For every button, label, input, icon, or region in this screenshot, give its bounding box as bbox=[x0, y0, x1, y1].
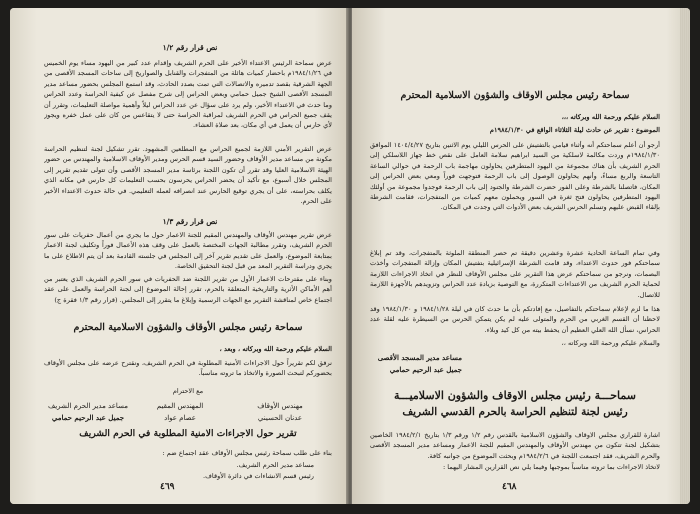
heading-big-1: سماحـــة رئيس مجلس الاوقاف والشؤون الاسلاميـــة bbox=[394, 389, 636, 402]
page-edges bbox=[680, 8, 690, 504]
decision-3-text: عرض تقرير مهندس الأوقاف والمهندس المقيم للجنة الاعمار حول ما يجري من أعمال حفريات على سور الحرم الشريف، وتقرر مطالبة الجهات المختصة بالعمل على وقف هذه الأعمال فوراً وتكليف لجنة الاعمار بمتابعة الموضوع، والعمل على تقديم تقرير آخر إلى المجلس في جلسته القادمة بعد أن يتم الاطلاع على ما يجري ودراسة التقرير المعد من قبل لجنة التحقيق الخاصة. bbox=[44, 231, 332, 271]
decision-2-text-b: عرض التقرير الأمني اللازمة لجميع الحراس مع المطلعين المشهود. تقرر تشكيل لجنة لتنظيم الحراسة مكونة من مساعد مدير الأوقاف وحضور السيد قسم الحرس ومدير الأوقاف الاسلامية والمهندس من حضور الهيئة الاسلامية العليا وقد تقرر أن تكون اللجنة برئاسة مدير المسجد الأقصى وأن تتولى تقديم تقرير إلى المجلس خلال أسبوع، مع تأكيد أن يحضر الحراس يحرسون بحسب التعليمات كل حارس في مكانه الذي يكلف بحراسته، على أن يجري توقيع الحارس عند انصرافه لعمله التعليمي. في حالة حدوث الاعتداء الأخير على الحرم. bbox=[44, 145, 332, 206]
report-title: تقرير حول الاجراءات الامنية المطلوبة في الحرم الشريف bbox=[79, 428, 297, 439]
report-body-1: أرجو أن أعلم سماحتكم أنه وأثناء قيامي بالتفتيش على الحرس الليلي يوم الاثنين بتاريخ ١٤٠٤/٤/٢٧ الموافق ١٩٨٤/١/٣٠م وردت مكالمة لاسلكية من السيد ابراهيم سلامة العامل على نقص خط جهاز اللاسلكي إلى الحرم الشريف بأن هناك مجموعة من اليهود المتطرفين يحاولون مهاجمة باب الرحمة في حوالي الساعة التاسعة والربع مساءً، وأنهم يحاولون الوصول إلى باب الرحمة فتوجهت فوراً ومعي بعض الحراس إلى المكان، فاتصلنا بالشرطة وعلى الفور حضرت الشرطة والجنود إلى باب الرحمة فوجدوا مجموعة من أولئك اليهود المتطرفين يحاولون فتح ثغرة في السور ويحملون معهم كميات من المتفجرات، فقامت الشرطة بإلقاء القبض عليهم وتسلم الحرس الشريف بعض الأدوات التي وجدت في المكان. bbox=[370, 141, 660, 212]
signature-awqaf-engineer bbox=[232, 400, 328, 424]
decision-3-title: نص قرار رقم ١/٣ bbox=[162, 217, 218, 226]
subject-line: الموضوع : تقرير عن حادث ليلة الثلاثاء الواقع في ١٩٨٤/١/٣٠م bbox=[489, 126, 660, 134]
decision-3-text-b: وبناء على مقترحات الاعمار الأول من تقرير اللجنة ضد الحفريات في سور الحرم الشريف الذي يعتبر من أهم الأماكن الأثرية والتاريخية المتعلقة بالحرم، تقرر إحالة الموضوع إلى لجنة الحراسة والعمل على عقد اجتماع خاص لمناقشة التقرير مع الجهات الرسمية وإبلاغ ما يتقرر إلى المجلس. (قرار رقم ١/٣ فقرة ج) bbox=[44, 275, 332, 304]
greeting: السلام عليكم ورحمة الله وبركاته ، وبعد ، bbox=[219, 345, 332, 353]
heading-president: سماحة رئيس مجلس الأوقاف والشؤون الاسلامية المحترم bbox=[73, 322, 303, 333]
body-short: نرفق لكم تقريراً حول الاجراءات الأمنية المطلوبة في الحرم الشريف، ونقترح عرضه على مجلس الأوقاف بحضوركم لتبحث الصورة والاتخاذ ما تروته مناسباً. bbox=[44, 359, 332, 378]
right-heading-president: سماحة رئيس مجلس الاوقاف والشؤون الاسلامية المحترم bbox=[400, 90, 630, 101]
report-body-4: اشارة للقراري مجلس الاوقاف والشؤون الاسلامية بالقدس رقم ١/٢ ورقم ١/٣ بتاريخ ١٩٨٤/٢/١ الخاصين بتشكيل لجنة تتكون من مهندس الأوقاف والمهندس المقيم للجنة الاعمار ومساعد مدير المسجد الأقصى والحرم الشريف، فقد اجتمعت اللجنة في ١٩٨٤/٢/٦م وبحثت الموضوع من جوانبه كافة. bbox=[370, 431, 660, 460]
respect: مع الاحترام bbox=[172, 387, 204, 395]
signature-assistant-director bbox=[40, 400, 136, 424]
signature-resident-engineer bbox=[140, 400, 220, 424]
heading-big-2: رئيس لجنة لتنظيم الحراسة بالحرم القدسي الشريف bbox=[402, 406, 628, 418]
signature-mosque-assistant bbox=[352, 352, 462, 376]
sig-1-role: مساعد مدير الحرم الشريف bbox=[47, 402, 129, 410]
decision-2-text: عرض سماحة الرئيس الاعتداء الأخير على الحرم الشريف وإقدام عدد كبير من اليهود مساء يوم الخميس في ١٩٨٤/١/٢٦م باحضار كميات هائلة من المتفجرات والقنابل والصواريخ إلى ساحات المسجد الأقصى من الجهة الشرقية بقصد تدميره والاتصالات التي تمت بصدد الحادث، وقد استمع المجلس بحضور مساعد مدير المسجد الأقصى الشيخ جميل حمامي وبعض الحراس إلى شرح مفصل عن كيفية الحراسة وعدد الحراس وما حدث في الاعتداء الأخير، ولم يرد على سؤال عن عدد الحراس ليلاً وأهمية مواصلة التعليمات، وتقرر أن يقف جميع الحراس في الحرم الشريف لمراقبة الحراسة حتى لا يتقاعس من كان على عمل خفره ويجوز لأي حارس أن يعمل في أي مكان، بعد صلاة العشاء. bbox=[44, 59, 332, 130]
report-body-3: هذا ما لزم لإعلام سماحتكم بالتفاصيل، مع إفادتكم بأن ما حدث كان في ليلة ١٩٨٤/١/٢٨ و ١٩٨٤/١/٣٠ وقد لاحظنا أن القسم الغربي من الحرم والمتولى عليه لم يكن يتمكن الحرس من السيطرة عليه لقلة عدد الحراس، نسأل الله العلي العظيم أن يحفظ بيته من كل كيد وبلاء. bbox=[370, 305, 660, 334]
right-page bbox=[352, 8, 690, 504]
page-number-left: ٤٦٩ bbox=[160, 482, 175, 492]
left-page bbox=[10, 8, 348, 504]
right-sig-name: جميل عبد الرحيم حمامي bbox=[389, 365, 462, 374]
book-spread bbox=[10, 8, 690, 504]
sig-3-name: عدنان الحسيني bbox=[257, 414, 303, 422]
sig-2-name: عصام عواد bbox=[164, 414, 196, 422]
right-greeting: السلام عليكم ورحمة الله وبركاته ،،، bbox=[561, 113, 660, 121]
decision-2-title: نص قرار رقم ١/٢ bbox=[162, 43, 218, 52]
sig-1-name: جميل عبد الرحيم حمامي bbox=[51, 413, 125, 422]
sig-3-role: مهندس الأوقاف bbox=[257, 402, 303, 410]
report-body-2: وفي تمام الساعة الحادية عشرة وعشرين دقيقة تم حصر المنطقة الملوثة بالمتفجرات، وقد تم إبلاغ سماحتكم فور حدوث الاعتداء، وقد قامت الشرطة الإسرائيلية بتفتيش المكان وإزالة المتفجرات وأخذت البصمات، ونرجو من سماحتكم عرض هذا التقرير على مجلس الأوقاف للنظر في اتخاذ الاجراءات اللازمة لحماية الحرم الشريف من الاعتداءات المتكررة، مع التوصية بزيادة عدد الحراس وتزويدهم بالأجهزة اللازمة للاتصال. bbox=[370, 249, 660, 299]
report-body-5: لاتخاذ الاجراءات بما تروته مناسباً بموجبها وفيما يلي نص القرارين المشار اليهما : bbox=[442, 463, 660, 471]
sig-2-role: المهندس المقيم bbox=[156, 402, 204, 410]
report-intro: بناء على طلب سماحة رئيس مجلس الأوقاف عقد اجتماع ضم : bbox=[162, 449, 332, 457]
page-number-right: ٤٦٨ bbox=[502, 482, 517, 492]
report-list-1: مساعد مدير الحرم الشريف. bbox=[236, 461, 314, 469]
closing: والسلام عليكم ورحمة الله وبركاته ،، bbox=[561, 339, 660, 347]
right-sig-role: مساعد مدير المسجد الأقصى bbox=[377, 353, 462, 362]
report-list-2: رئيس قسم الانشاءات في دائرة الأوقاف. bbox=[203, 472, 314, 480]
